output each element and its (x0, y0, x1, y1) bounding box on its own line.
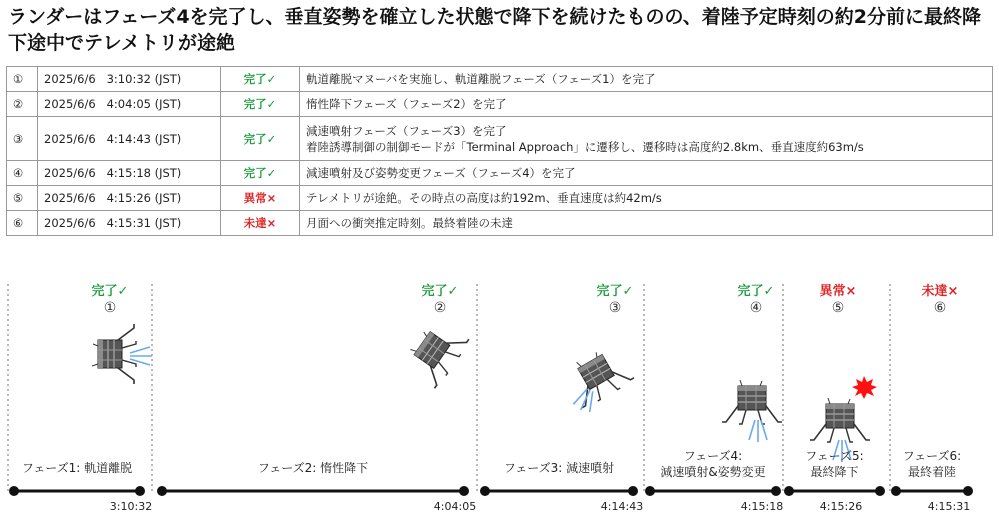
phase-bars (11, 488, 972, 495)
event-number: ① (12, 72, 24, 86)
event-description (300, 92, 993, 117)
phase-label (789, 448, 880, 480)
phase-label-line: 減速噴射&姿勢変更 (660, 465, 766, 479)
marker-status: 完了✓ (91, 284, 129, 299)
phase-label-line: フェーズ6: (902, 449, 962, 463)
burst-icon (852, 376, 877, 399)
phase-label (485, 460, 633, 476)
phase-bar-end (647, 488, 654, 495)
lander-icon (400, 315, 470, 389)
description-line: 月面への衝突推定時刻。最終着陸の未達 (306, 216, 513, 230)
phase-bar-end (965, 488, 972, 495)
marker-time: 4:14:43 (600, 500, 644, 513)
thrust-plume-icon (130, 347, 152, 365)
event-row (7, 211, 993, 236)
phase-label-line: フェーズ5: (805, 449, 864, 463)
event-datetime: 2025/6/6 4:15:31 (JST) (38, 211, 221, 236)
event-number: ⑥ (12, 216, 24, 230)
event-description (300, 67, 993, 92)
phase-bar-end (773, 488, 780, 495)
description-line: 減速噴射フェーズ（フェーズ3）を完了 (306, 123, 507, 138)
status-badge: 完了✓ (221, 117, 300, 161)
thrust-plume-icon (573, 386, 599, 414)
thrust-plume-icon (749, 420, 767, 442)
event-row (7, 92, 993, 117)
page-title: ランダーはフェーズ4を完了し、垂直姿勢を確立した状態で降下を続けたものの、着陸予定時刻の約2分前に最終降下途中でテレメトリが途絶 (8, 6, 982, 54)
marker-time: 4:15:18 (740, 500, 784, 513)
description-line: 惰性降下フェーズ（フェーズ2）を完了 (306, 97, 507, 111)
event-datetime: 2025/6/6 4:04:05 (JST) (38, 92, 221, 117)
lander-icon (561, 341, 635, 409)
event-number: ③ (12, 131, 24, 146)
marker-status: 未達× (921, 284, 959, 299)
phase-label-line: 最終降下 (810, 465, 859, 479)
marker-number: ⑥ (933, 300, 947, 316)
phase-bar-end (137, 488, 144, 495)
event-datetime: 2025/6/6 4:15:18 (JST) (38, 161, 221, 186)
event-row (7, 161, 993, 186)
marker-time: 4:04:05 (433, 500, 477, 513)
phase-bar-end (482, 488, 489, 495)
event-datetime: 2025/6/6 4:15:26 (JST) (38, 186, 221, 211)
marker-status: 異常× (819, 284, 857, 299)
phase-label-line: フェーズ3: 減速噴射 (503, 461, 615, 475)
phase-label-line: フェーズ1: 軌道離脱 (21, 461, 133, 475)
phase-label-line: フェーズ2: 惰性降下 (257, 461, 369, 475)
marker-number: ⑤ (831, 300, 845, 316)
phase-bar-end (893, 488, 900, 495)
phase-bar-end (786, 488, 793, 495)
marker-number: ④ (749, 300, 763, 316)
marker-time: 4:15:31 (927, 500, 971, 513)
marker-number: ① (103, 300, 117, 316)
phase-bar-end (11, 488, 18, 495)
event-row (7, 117, 993, 161)
description-line: テレメトリが途絶。その時点の高度は約192m、垂直速度は約42m/s (306, 191, 662, 205)
marker-status: 完了✓ (421, 284, 459, 299)
event-description (300, 186, 993, 211)
phase-label (896, 448, 968, 480)
phase-label-line: 最終着陸 (907, 465, 956, 479)
phase-label (14, 460, 140, 476)
event-number: ④ (12, 166, 24, 180)
phase-bar-end (461, 488, 468, 495)
description-line: 軌道離脱マヌーバを実施し、軌道離脱フェーズ（フェーズ1）を完了 (306, 72, 656, 86)
marker-number: ② (433, 300, 447, 316)
event-table (6, 66, 993, 236)
event-row (7, 67, 993, 92)
event-description (300, 161, 993, 186)
phase-bar-end (630, 488, 637, 495)
event-datetime: 2025/6/6 4:14:43 (JST) (38, 117, 221, 161)
phase-label-line: フェーズ4: (683, 449, 743, 463)
event-row (7, 186, 993, 211)
event-number: ② (12, 97, 24, 111)
status-badge: 完了✓ (221, 161, 300, 186)
status-badge: 完了✓ (221, 67, 300, 92)
phase-bar-end (877, 488, 884, 495)
lander-icon (722, 380, 782, 424)
marker-time: 4:15:26 (819, 500, 863, 513)
marker-status: 完了✓ (737, 284, 775, 299)
lander-icon (810, 398, 870, 442)
marker-status: 完了✓ (596, 284, 634, 299)
lander-icon (92, 324, 136, 384)
status-badge: 完了✓ (221, 92, 300, 117)
marker-time: 3:10:32 (109, 500, 153, 513)
event-datetime: 2025/6/6 3:10:32 (JST) (38, 67, 221, 92)
event-description (300, 211, 993, 236)
status-badge: 異常× (221, 186, 300, 211)
phase-label (162, 460, 464, 476)
phase-bar-end (159, 488, 166, 495)
status-badge: 未達× (221, 211, 300, 236)
phase-label (650, 448, 776, 480)
event-description (300, 117, 993, 161)
marker-number: ③ (608, 300, 622, 316)
description-line: 減速噴射及び姿勢変更フェーズ（フェーズ4）を完了 (306, 166, 576, 180)
event-number: ⑤ (12, 191, 24, 205)
description-line: 着陸誘導制御の制御モードが「Terminal Approach」に遷移し、遷移時は高度約2.8km、垂直速度約63m/s (306, 139, 864, 154)
